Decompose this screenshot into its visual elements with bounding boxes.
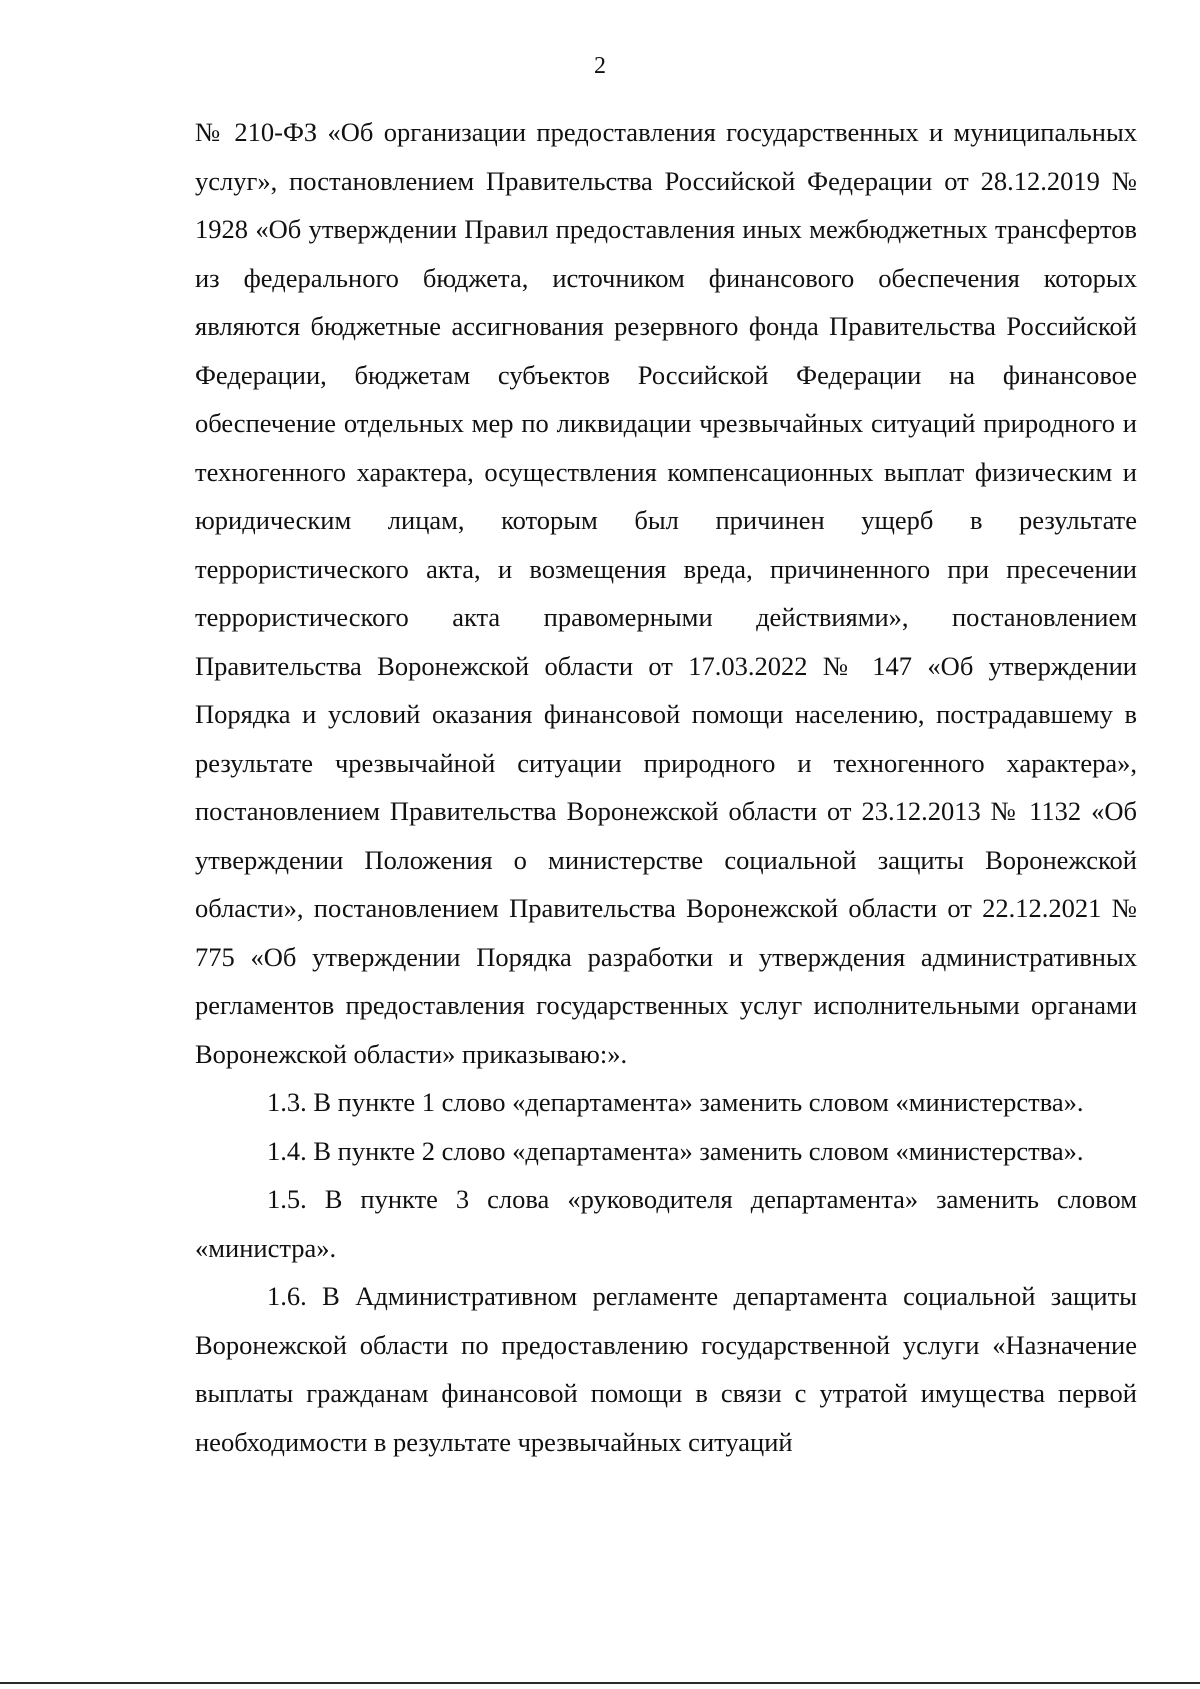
- page-number: 2: [594, 53, 606, 79]
- scan-bottom-edge-divider: [0, 1682, 1200, 1684]
- document-body: [195, 108, 1137, 1466]
- paragraph-legal-basis: № 210-ФЗ «Об организации предоставления государственных и муниципальных услуг», постановлением Правительства Российской Федерации от 28.12.2019 № 1928 «Об утверждении Правил предоставления иных межбюджетных трансфертов из федерального бюджета, источником финансового обеспечения которых являются бюджетные ассигнования резервного фонда Правительства Российской Федерации, бюджетам субъектов Российской Федерации на финансовое обеспечение отдельных мер по ликвидации чрезвычайных ситуаций природного и техногенного характера, осуществления компенсационных выплат физическим и юридическим лицам, которым был причинен ущерб в результате террористического акта, и возмещения вреда, причиненного при пресечении террористического акта правомерными действиями», постановлением Правительства Воронежской области от 17.03.2022 № 147 «Об утверждении Порядка и условий оказания финансовой помощи населению, пострадавшему в результате чрезвычайной ситуации природного и техногенного характера», постановлением Правительства Воронежской области от 23.12.2013 № 1132 «Об утверждении Положения о министерстве социальной защиты Воронежской области», постановлением Правительства Воронежской области от 22.12.2021 № 775 «Об утверждении Порядка разработки и утверждения административных регламентов предоставления государственных услуг исполнительными органами Воронежской области» приказываю:».: [195, 117, 1137, 1069]
- paragraph-item-1-3: 1.3. В пункте 1 слово «департамента» заменить словом «министерства».: [267, 1087, 1084, 1117]
- paragraph-item-1-4: 1.4. В пункте 2 слово «департамента» заменить словом «министерства».: [267, 1135, 1084, 1166]
- paragraph-item-1-6: 1.6. В Административном регламенте департамента социальной защиты Воронежской области по предоставлению государственной услуги «Назначение выплаты гражданам финансовой помощи в связи с утратой имущества первой необходимости в результате чрезвычайных ситуаций: [195, 1281, 1137, 1457]
- paragraph-item-1-5: 1.5. В пункте 3 слова «руководителя департамента» заменить словом «министра».: [195, 1184, 1137, 1263]
